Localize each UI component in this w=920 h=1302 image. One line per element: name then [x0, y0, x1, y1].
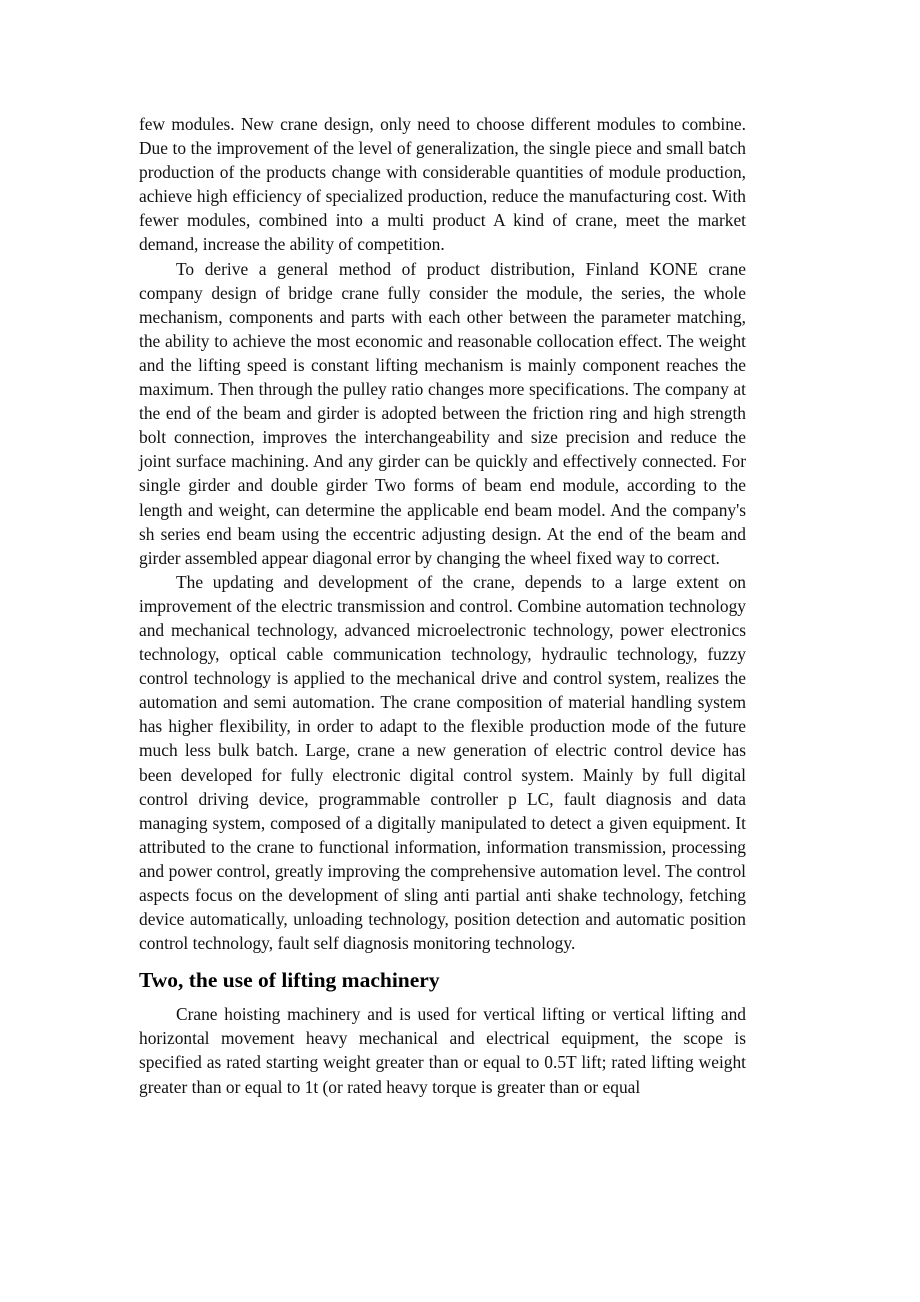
paragraph-lifting-use: Crane hoisting machinery and is used for vertical lifting or vertical lifting and horizontal movement heavy mechanical and electrical equipment, the scope is specified as rated starting weight greater than or equal to 0.5T lift; rated lifting weight greater than or equal to 1t (or rated heavy torque is greater than or equal: [139, 1004, 746, 1097]
section-heading: Two, the use of lifting machinery: [139, 968, 440, 993]
paragraph-electric-control: The updating and development of the crane, depends to a large extent on improvement of the electric transmission and control. Combine automation technology and mechanical technology, advanced microelectronic technology, power electronics technology, optical cable communication technology, hydraulic technology, fuzzy control technology is applied to the mechanical drive and control system, realizes the automation and semi automation. The crane composition of material handling system has higher flexibility, in order to adapt to the flexible production mode of the future much less bulk batch. Large, crane a new generation of electric control device has been developed for fully electronic digital control system. Mainly by full digital control driving device, programmable controller p LC, fault diagnosis and data managing system, composed of a digitally manipulated to detect a given equipment. It attributed to the crane to functional information, information transmission, processing and power control, greatly improving the comprehensive automation level. The control aspects focus on the development of sling anti partial anti shake technology, fetching device automatically, unloading technology, position detection and automatic position control technology, fault self diagnosis monitoring technology.: [139, 571, 746, 954]
document-page: [139, 112, 746, 1099]
paragraph-module-design: few modules. New crane design, only need to choose different modules to combine. Due to the improvement of the level of generalization, the single piece and small batch production of the products change with considerable quantities of module production, achieve high efficiency of specialized production, reduce the manufacturing cost. With fewer modules, combined into a multi product A kind of crane, meet the market demand, increase the ability of competition.: [139, 114, 746, 255]
paragraph-kone-crane: To derive a general method of product distribution, Finland KONE crane company design of bridge crane fully consider the module, the series, the whole mechanism, components and parts with each other between the parameter matching, the ability to achieve the most economic and reasonable collocation effect. The weight and the lifting speed is constant lifting mechanism is mainly component reaches the maximum. Then through the pulley ratio changes more specifications. The company at the end of the beam and girder is adopted between the friction ring and high strength bolt connection, improves the interchangeability and size precision and reduce the joint surface machining. And any girder can be quickly and effectively connected. For single girder and double girder Two forms of beam end module, according to the length and weight, can determine the applicable end beam model. And the company's sh series end beam using the eccentric adjusting design. At the end of the beam and girder assembled appear diagonal error by changing the wheel fixed way to correct.: [139, 258, 746, 568]
